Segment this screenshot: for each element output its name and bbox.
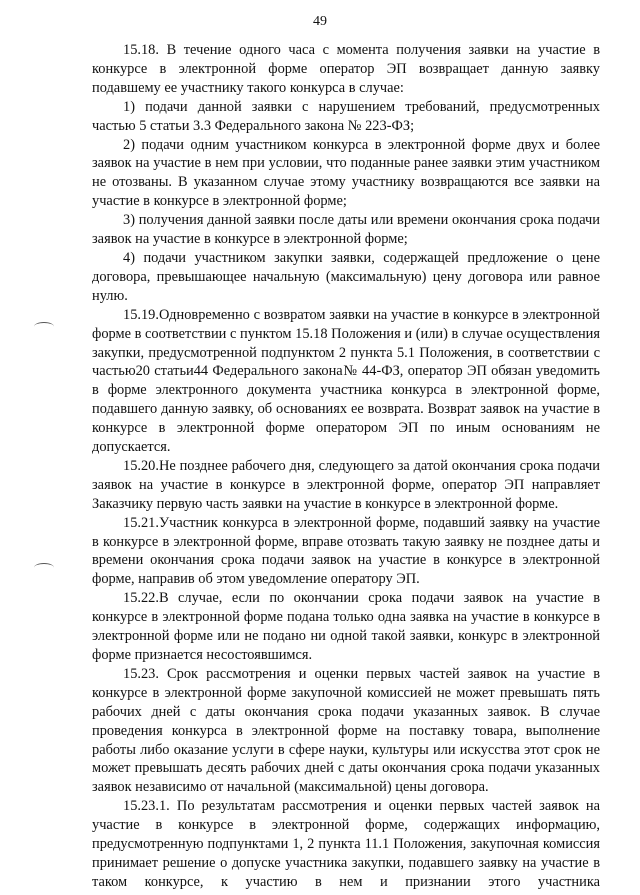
paragraph-15-18: 15.18. В течение одного часа с момента получения заявки на участие в конкурсе в электронной форме оператор ЭП возвращает данную заявку подавшему ее участнику такого конкурса в случае: [92, 42, 600, 96]
list-item-4: 4) подачи участником закупки заявки, содержащей предложение о цене договора, превышающее начальную (максимальную) цену договора или равное нулю. [92, 249, 600, 304]
paragraph-15-23: 15.23. Срок рассмотрения и оценки первых частей заявок на участие в конкурсе в электронной форме закупочной комиссией не может превышать пять рабочих дней с даты окончания срока подачи указанных заявок. В случае проведения конкурса в электронной форме на поставку товара, выполнение работы либо оказание услуги в сфере науки, культуры или искусства этот срок не может превышать десять рабочих дней с даты окончания срока подачи указанных заявок независимо от начальной (максимальной) цены договора. [92, 665, 600, 796]
document-body [92, 41, 600, 892]
paragraph-15-19: 15.19.Одновременно с возвратом заявки на участие в конкурсе в электронной форме в соответствии с пунктом 15.18 Положения и (или) в случае осуществления закупки, предусмотренной подпунктом 2 пункта 5.1 Положения, в соответствии с частью20 статьи44 Федерального закона№ 44-ФЗ, оператор ЭП обязан уведомить в форме электронного документа участника конкурса в электронной форме, подавшего данную заявку, об основаниях ее возврата. Возврат заявок на участие в конкурсе в электронной форме оператором ЭП по иным основаниям не допускается. [92, 306, 600, 456]
binder-hole-mark [34, 322, 54, 331]
page-number: 49 [313, 14, 327, 29]
paragraph-15-22: 15.22.В случае, если по окончании срока подачи заявок на участие в конкурсе в электронной форме подана только одна заявка на участие в конкурсе в электронной форме или не подано ни одной такой заявки, конкурс в электронной форме признается несостоявшимся. [92, 590, 600, 663]
paragraph-15-21: 15.21.Участник конкурса в электронной форме, подавший заявку на участие в конкурсе в электронной форме, вправе отозвать такую заявку не позднее даты и времени окончания срока подачи заявок на участие в конкурсе в электронной форме, направив об этом уведомление оператору ЭП. [92, 514, 600, 588]
list-item-3: 3) получения данной заявки после даты или времени окончания срока подачи заявок на участие в конкурсе в электронной форме; [92, 212, 600, 248]
paragraph-15-23-1: 15.23.1. По результатам рассмотрения и оценки первых частей заявок на участие в конкурсе в электронной форме, содержащих информацию, предусмотренную подпунктами 1, 2 пункта 11.1 Положения, закупочная комиссия принимает решение о допуске участника закупки, подавшего заявку на участие в таком конкурсе, к участию в нем и признании этого участника [92, 798, 600, 890]
binder-hole-mark [34, 563, 54, 572]
list-item-1: 1) подачи данной заявки с нарушением требований, предусмотренных частью 5 статьи 3.3 Федерального закона № 223-ФЗ; [92, 98, 600, 134]
list-item-2: 2) подачи одним участником конкурса в электронной форме двух и более заявок на участие в нем при условии, что поданные ранее заявки этим участником не отозваны. В указанном случае этому участнику возвращаются все заявки на участие в конкурсе в электронной форме; [92, 136, 600, 210]
paragraph-15-20: 15.20.Не позднее рабочего дня, следующего за датой окончания срока подачи заявок на участие в конкурсе в электронной форме, оператор ЭП направляет Заказчику первую часть заявки на участие в конкурсе в электронной форме. [92, 457, 600, 512]
